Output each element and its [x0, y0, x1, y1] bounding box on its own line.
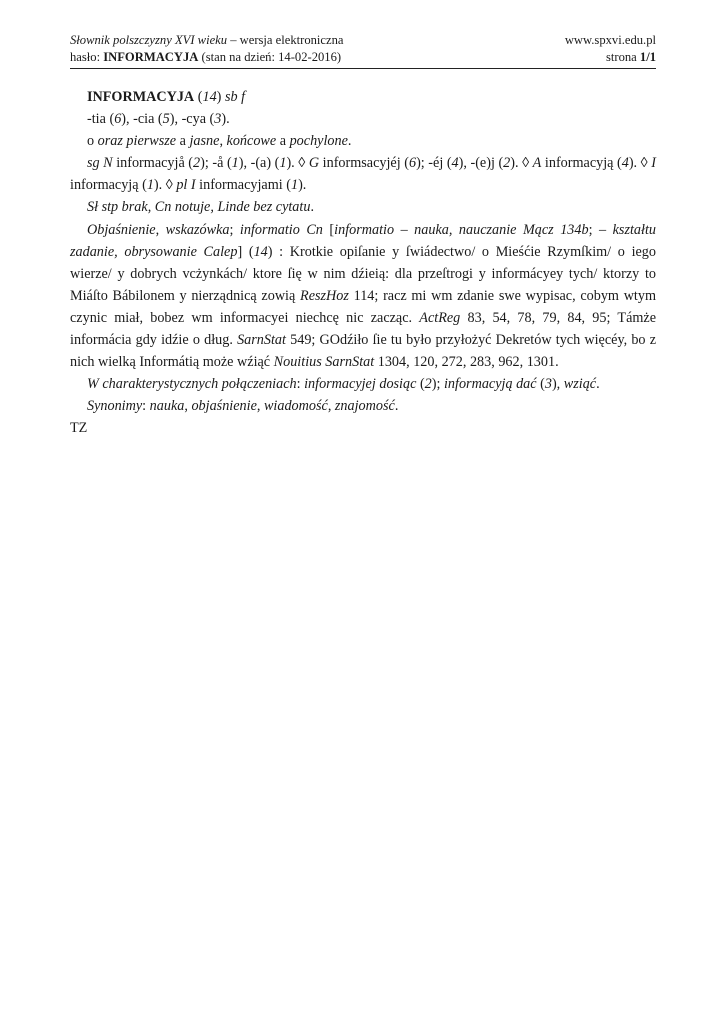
spelling-variants: -tia (6), -cia (5), -cya (3). [87, 111, 230, 128]
header-row-bottom [70, 49, 656, 66]
headword-line: INFORMACYJA (14) sb f [87, 89, 246, 105]
source-ref: Nouitius SarnStat [273, 354, 375, 371]
inflection-forms: sg N informacyjå (2); -å (1), -(a) (1). ◊ G informsacyjéj (6); -éj (4), -(e)j (2). ◊ A informacyją (4). ◊ I informacyją (1). ◊ pl I informacyjami (1). [70, 155, 656, 194]
entry-word: INFORMACYJA [103, 50, 199, 64]
part-of-speech: sb f [224, 89, 246, 105]
site-url[interactable]: www.spxvi.edu.pl [564, 33, 656, 47]
sources-note: Sł stp brak, Cn notuje, Linde bez cytatu. [87, 199, 314, 216]
headword: INFORMACYJA [87, 89, 195, 105]
quotation: Támże informácia gdy idźie o dług. [70, 309, 657, 349]
entry-content [70, 86, 656, 440]
definition-block: Objaśnienie, wskazówka; informatio Cn [informatio – nauka, nauczanie Mącz 134b; – kształtu zadanie, obrysowanie Calep] (14) : Krotkie opiſanie y ſwiádectwo/ o Mieśćie Rzymſkim/ o iego wierze/ y dobrych vcżynkách/ ktore ſię w nim dźieią: dla przeſtrogi y informácyey tych/ ktorzy to Miáſto Bábilonem y nierządnicą zowią ReszHoz 114; racz mi wm zdanie swe wypisac, cobym wtym czynic miał, bobez wm informacyei niechcę nic zacząc. ActReg 83, 54, 78, 79, 84, 95; Támże informácia gdy idźie o dług. SarnStat 549; GOdźiło ſie tu było przyłożyć Dekretów tych więcéy, bo z nich wielką Informátią może wźiąć Nouitius SarnStat 1304, 120, 272, 283, 962, 1301. [70, 221, 657, 371]
entry-date: (stan na dzień: 14-02-2016) [198, 50, 342, 64]
header-row-top [70, 32, 656, 49]
quotation: Krotkie opiſanie y ſwiádectwo/ o Mieśćie Rzymſkim/ o iego wierze/ y dobrych vcżynkách/ ktore ſię w nim dźieią: dla przeſtrogi y informácyey tych/ ktorzy to Miáſto Bábilonem y nierządnicą zowią [70, 243, 656, 304]
pronunciation-note: o oraz pierwsze a jasne, końcowe a pochylone. [87, 133, 352, 150]
author-initials: TZ [70, 420, 88, 437]
source-ref: ReszHoz [300, 287, 349, 304]
page-number: strona 1/1 [605, 50, 656, 64]
quotation: racz mi wm zdanie swe wypisac, cobym wtym czynic miał, bobez wm informacyei niechcę nic zacząc. [70, 287, 657, 326]
quotation: GOdźiło ſie tu było przyłożyć Dekretów tych więcéy, bo z nich wielką Informátią może wźiąć [70, 332, 657, 371]
definition: Objaśnienie [87, 221, 156, 238]
collocations: W charakterystycznych połączeniach: informacyjej dosiąc (2); informacyją dać (3), wziąć. [87, 376, 600, 393]
entry-info: hasło: INFORMACYJA (stan na dzień: 14-02-2016) [70, 50, 342, 64]
synonyms: Synonimy: nauka, objaśnienie, wiadomość, znajomość. [87, 398, 399, 415]
source-ref: SarnStat [237, 332, 286, 349]
dictionary-title: Słownik polszczyzny XVI wieku – wersja elektroniczna [70, 33, 344, 47]
source-ref: ActReg [419, 309, 461, 326]
page-header [70, 32, 656, 69]
